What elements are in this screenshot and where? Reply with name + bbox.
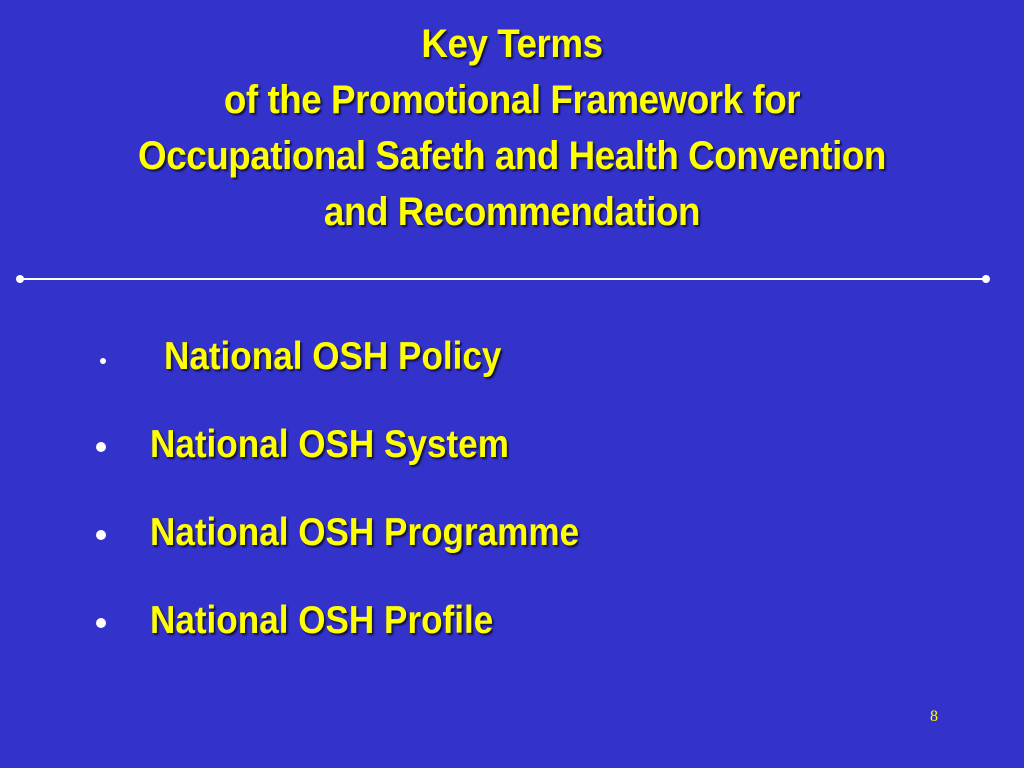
bullet-list [96, 332, 627, 684]
title-line-3: Occupational Safeth and Health Convention [138, 134, 886, 178]
slide-title [41, 16, 983, 240]
bullet-icon [96, 618, 106, 628]
bullet-text: National OSH Programme [150, 511, 580, 554]
bullet-item [96, 508, 627, 596]
title-line-4: and Recommendation [323, 190, 701, 234]
title-line-1: Key Terms [421, 22, 603, 66]
bullet-icon [100, 358, 106, 364]
bullet-icon [96, 530, 106, 540]
bullet-text: National OSH Policy [164, 335, 502, 378]
title-divider [20, 278, 986, 280]
bullet-item [96, 420, 627, 508]
divider-right-dot [982, 275, 990, 283]
title-line-2: of the Promotional Framework for [223, 78, 801, 122]
page-number: 8 [930, 708, 938, 725]
bullet-text: National OSH System [150, 423, 509, 466]
bullet-icon [96, 442, 106, 452]
bullet-item [96, 332, 627, 420]
bullet-text: National OSH Profile [150, 599, 494, 642]
bullet-item [96, 596, 627, 684]
